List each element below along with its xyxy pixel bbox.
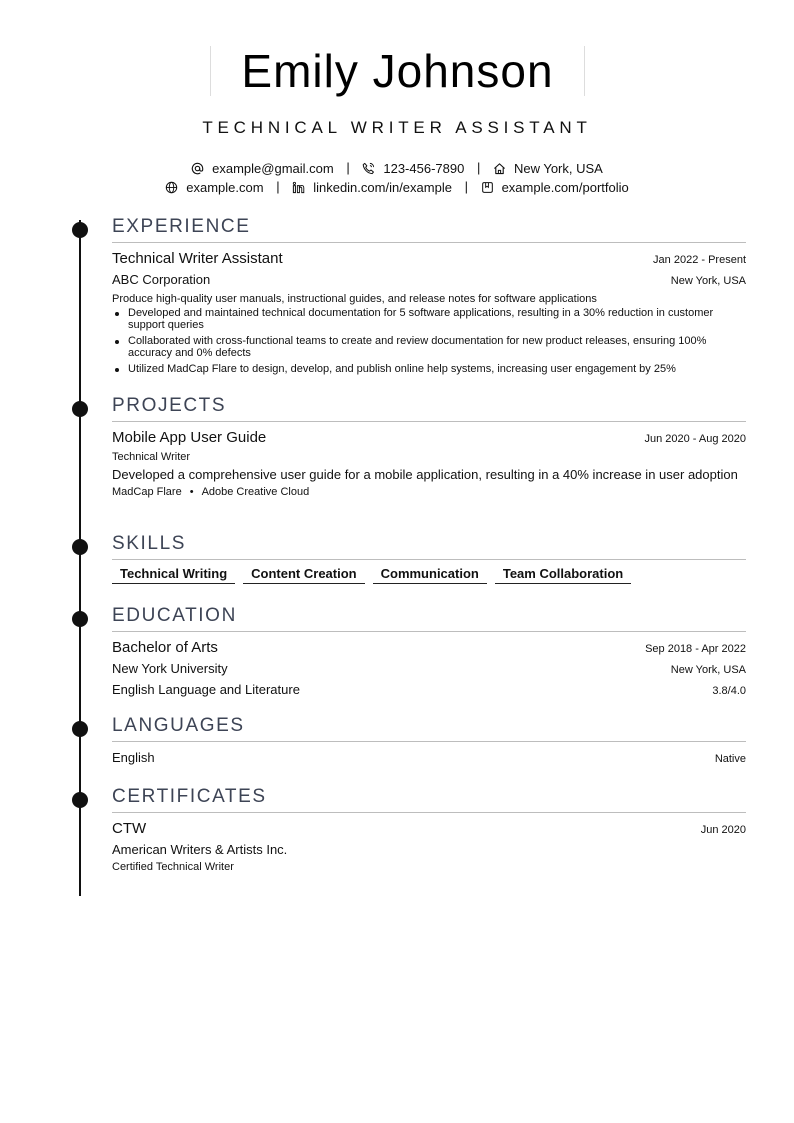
- education-location: New York, USA: [670, 664, 746, 676]
- contact-email[interactable]: [191, 160, 334, 178]
- contact-separator: |: [476, 160, 481, 175]
- portfolio-icon: [481, 181, 494, 194]
- contact-linkedin[interactable]: [292, 179, 452, 197]
- linkedin-text: linkedin.com/in/example: [313, 179, 452, 195]
- education-gpa: 3.8/4.0: [712, 685, 746, 697]
- skill-tag: Communication: [373, 566, 487, 584]
- section-divider: [112, 242, 746, 243]
- project-header-row: [112, 428, 746, 449]
- timeline-dot-experience: [72, 222, 88, 238]
- contact-row-1: [0, 159, 794, 178]
- experience-role: Technical Writer Assistant: [112, 250, 283, 267]
- project-name: Mobile App User Guide: [112, 429, 267, 446]
- section-divider: [112, 812, 746, 813]
- certificate-name: CTW: [112, 820, 147, 837]
- language-name: English: [112, 750, 155, 765]
- contact-separator: |: [276, 179, 280, 194]
- languages-section: [112, 714, 746, 769]
- contact-separator: |: [346, 160, 350, 175]
- section-title: EDUCATION: [112, 605, 237, 626]
- timeline-dot-certificates: [72, 792, 88, 808]
- section-divider: [112, 631, 746, 632]
- education-dates: Sep 2018 - Apr 2022: [645, 643, 746, 655]
- contact-row-2: [0, 178, 794, 197]
- website-text: example.com: [186, 179, 264, 195]
- project-tool: Adobe Creative Cloud: [201, 486, 310, 498]
- timeline-dot-languages: [72, 721, 88, 737]
- certificate-date: Jun 2020: [700, 824, 746, 836]
- home-icon: [493, 162, 506, 175]
- phone-text: 123-456-7890: [383, 160, 465, 176]
- skill-tag: Team Collaboration: [495, 566, 631, 584]
- timeline-dot-education: [72, 611, 88, 627]
- project-description: Developed a comprehensive user guide for a mobile application, resulting in a 40% increase in user adoption: [112, 467, 738, 482]
- contact-portfolio[interactable]: [481, 179, 629, 197]
- timeline-dot-projects: [72, 401, 88, 417]
- at-icon: [191, 162, 204, 175]
- experience-summary: Produce high-quality user manuals, instructional guides, and release notes for software applications: [112, 293, 597, 305]
- contact-location: [493, 160, 603, 178]
- experience-company: ABC Corporation: [112, 272, 211, 287]
- section-title: PROJECTS: [112, 395, 227, 416]
- location-text: New York, USA: [513, 160, 603, 176]
- contact-phone[interactable]: [362, 160, 464, 178]
- phone-icon: [362, 162, 375, 175]
- candidate-name: Emily Johnson: [241, 45, 554, 97]
- experience-company-row: [112, 270, 746, 291]
- experience-bullet: Developed and maintained technical documentation for 5 software applications, resulting in a 30% reduction in customer support queries: [112, 307, 746, 331]
- globe-icon: [165, 181, 178, 194]
- certificate-full-name: Certified Technical Writer: [112, 861, 234, 873]
- experience-bullet: Collaborated with cross-functional teams to create and review documentation for new product releases, ensuring 100% accuracy and 0% defects: [112, 335, 746, 359]
- education-header-row: [112, 638, 746, 659]
- tool-separator: •: [189, 486, 194, 498]
- experience-bullets: [112, 307, 746, 375]
- section-title: SKILLS: [112, 533, 187, 554]
- skill-tag: Content Creation: [243, 566, 364, 584]
- contact-website[interactable]: [165, 179, 263, 197]
- project-dates: Jun 2020 - Aug 2020: [644, 433, 746, 445]
- education-school-row: [112, 659, 746, 680]
- section-divider: [112, 741, 746, 742]
- project-role: Technical Writer: [112, 451, 191, 463]
- job-title: TECHNICAL WRITER ASSISTANT: [202, 118, 592, 137]
- certificate-issuer: American Writers & Artists Inc.: [112, 842, 288, 857]
- education-field-row: [112, 680, 746, 701]
- education-degree: Bachelor of Arts: [112, 639, 218, 656]
- linkedin-icon: [292, 181, 305, 194]
- contact-separator: |: [464, 179, 468, 194]
- name-frame: [210, 46, 585, 96]
- projects-section: [112, 394, 746, 500]
- skills-section: [112, 532, 746, 584]
- portfolio-text: example.com/portfolio: [501, 179, 629, 195]
- education-field: English Language and Literature: [112, 682, 300, 697]
- experience-location: New York, USA: [670, 275, 746, 287]
- section-title: EXPERIENCE: [112, 216, 251, 237]
- certificates-section: [112, 785, 746, 875]
- section-divider: [112, 421, 746, 422]
- language-row: [112, 748, 746, 769]
- experience-header-row: [112, 249, 746, 270]
- education-school: New York University: [112, 661, 228, 676]
- project-tools: [112, 484, 746, 500]
- education-section: [112, 604, 746, 701]
- email-text: example@gmail.com: [212, 160, 334, 176]
- skill-tag: Technical Writing: [112, 566, 235, 584]
- certificate-header-row: [112, 819, 746, 840]
- timeline-dot-skills: [72, 539, 88, 555]
- experience-bullet: Utilized MadCap Flare to design, develop, and publish online help systems, increasing user engagement by 25%: [112, 363, 746, 375]
- section-title: LANGUAGES: [112, 715, 245, 736]
- language-level: Native: [714, 753, 746, 765]
- experience-dates: Jan 2022 - Present: [653, 254, 746, 266]
- experience-section: [112, 215, 746, 379]
- section-divider: [112, 559, 746, 560]
- skills-list: [112, 566, 746, 584]
- project-tool: MadCap Flare: [112, 486, 182, 498]
- section-title: CERTIFICATES: [112, 786, 267, 807]
